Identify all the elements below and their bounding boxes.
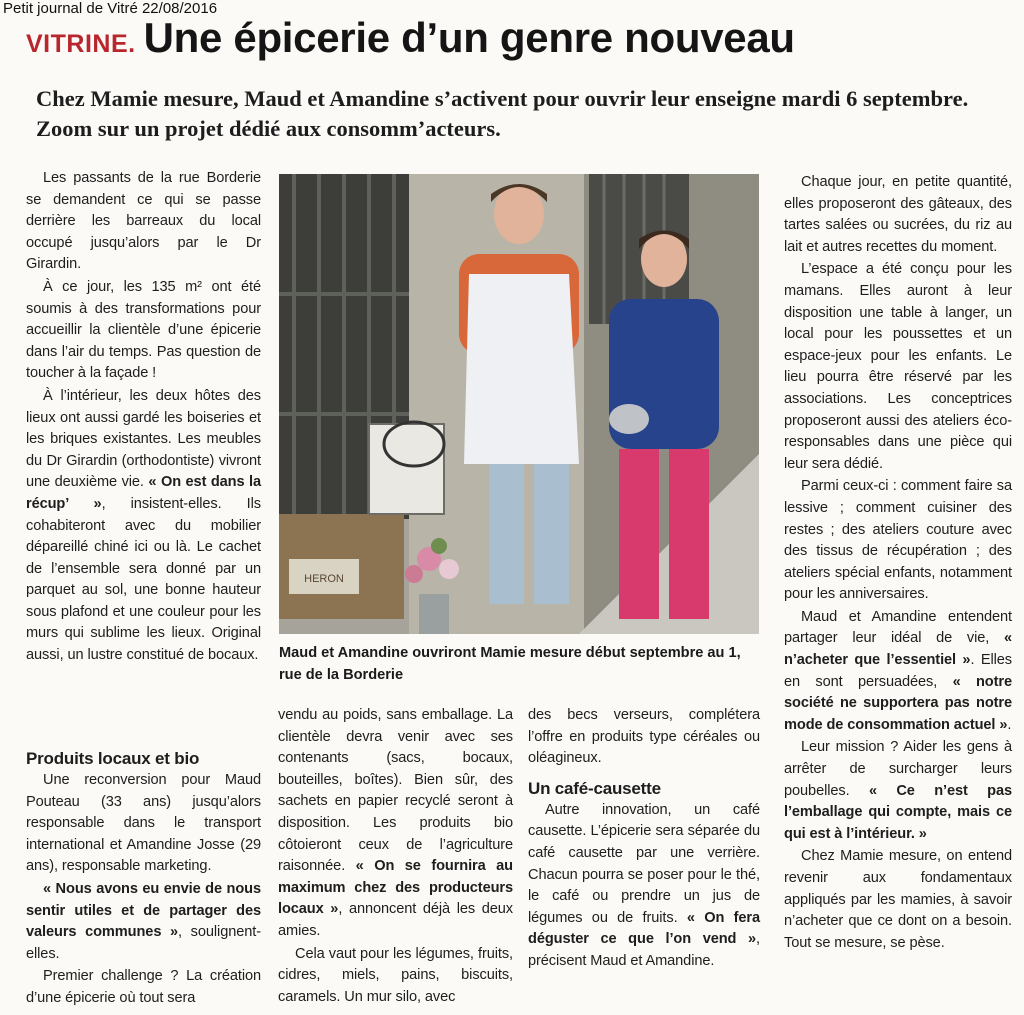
article-column-2 (278, 705, 513, 1008)
quote: « notre société ne supportera pas notre mode de consommation actuel » (784, 673, 1012, 733)
text-run: Autre innovation, un café causette. L’épicerie sera séparée du café causette par une verrière. Chacun pourra se poser pour le thé, le café ou prendre un jus de légumes ou de fruits. (528, 801, 760, 926)
text-run: , précisent Maud et Amandine. (528, 931, 760, 969)
paragraph (26, 386, 261, 667)
text-run: Leur mission ? Aider les gens à arrêter de surcharger leurs poubelles. (784, 739, 1012, 799)
paragraph: Premier challenge ? La création d’une épicerie où tout sera (26, 968, 261, 1006)
text-run: , soulignent-elles. (26, 924, 261, 962)
quote: « On fera déguster ce que l’on vend » (528, 909, 760, 948)
quote: « On se fournira au maximum chez des producteurs locaux » (278, 858, 513, 918)
headline (26, 14, 795, 62)
article-column-4 (784, 172, 1012, 954)
text-run: . (1007, 716, 1012, 733)
paragraph (784, 607, 1012, 737)
quote: « Ce n’est pas l’emballage qui compte, mais ce qui est à l’intérieur. » (784, 782, 1012, 842)
text-run: , insistent-elles. Ils cohabiteront avec du mobilier dépareillé chiné ici ou là. Le cachet de l’ensemble sera donné par un parquet au sol, une bonne hauteur sous plafond et une couleur pour les murs qui sublime les lieux. Original aussi, un lustre constitué de bocaux. (26, 495, 261, 664)
section-heading: Produits locaux et bio (26, 749, 200, 768)
paragraph: Une reconversion pour Maud Pouteau (33 ans) jusqu’alors responsable dans le transport international et Amandine Josse (29 ans), responsable marketing. (26, 772, 261, 875)
source-line: Petit journal de Vitré 22/08/2016 (3, 0, 218, 17)
paragraph: Les passants de la rue Borderie se demandent ce qui se passe derrière les barreaux du local occupé jusqu’alors par le Dr Girardin. (26, 170, 261, 273)
paragraph (528, 800, 760, 973)
crate-label: HERON (304, 573, 344, 585)
quote: « Nous avons eu envie de nous sentir utiles et de partager des valeurs communes » (26, 880, 261, 941)
paragraph: L’espace a été conçu pour les mamans. Elles auront à leur disposition une table à langer, un local pour les poussettes et un espace-jeux pour les enfants. Le lieu pourra être réservé par les associations. Les conceptrices proposeront aussi des ateliers éco-responsables dans une pièce qui leur sera dédié. (784, 261, 1012, 472)
paragraph: Cela vaut pour les légumes, fruits, cidres, miels, pains, biscuits, caramels. Un mur silo, avec (278, 945, 513, 1005)
photo-caption: Maud et Amandine ouvriront Mamie mesure début septembre au 1, rue de la Borderie (279, 645, 741, 683)
page-title: Une épicerie d’un genre nouveau (143, 14, 795, 61)
text-run: vendu au poids, sans emballage. La clientèle devra venir avec ses contenants (sacs, bocaux, bouteilles, boîtes). Bien sûr, des sachets en papier recyclé seront à disposition. Les produits bio côtoieront ceux de l’agriculture raisonnée. (278, 707, 513, 875)
text-run: , annoncent déjà les deux amies. (278, 901, 513, 939)
kicker: VITRINE. (26, 30, 136, 58)
text-run: Maud et Amandine entendent partager leur idéal de vie, (784, 608, 1012, 647)
paragraph: des becs verseurs, complétera l’offre en produits type céréales ou oléagineux. (528, 707, 760, 767)
paragraph: À ce jour, les 135 m² ont été soumis à des transformations pour accueillir la clientèle d’une épicerie dans l’air du temps. Pas question de toucher à la façade ! (26, 278, 261, 382)
text-run: À l’intérieur, les deux hôtes des lieux ont aussi gardé les boiseries et les briques existantes. Les meubles du Dr Girardin (orthodontiste) vivront une deuxième vie. (26, 387, 261, 491)
paragraph: Parmi ceux-ci : comment faire sa lessive ; comment cuisiner des restes ; des ateliers couture avec des tissus de récupération ; des ateliers spécial enfants, notamment pour les anniversaires. (784, 478, 1012, 603)
paragraph (278, 705, 513, 943)
photo-illustration (279, 174, 759, 634)
section-heading: Un café-causette (528, 778, 661, 798)
paragraph: Chaque jour, en petite quantité, elles proposeront des gâteaux, des tartes salées ou sucrées, du riz au lait et autres recettes du moment. (784, 174, 1012, 255)
text-run: . Elles en sont persuadées, (784, 652, 1012, 690)
article-column-1 (26, 168, 261, 667)
article-photo (279, 174, 759, 634)
quote: « n’acheter que l’essentiel » (784, 630, 1012, 669)
article-column-3 (528, 705, 760, 973)
quote: « On est dans la récup’ » (26, 474, 262, 512)
paragraph: Chez Mamie mesure, on entend revenir aux fondamentaux appliqués par les mamies, à savoir n’acheter que ce dont on a besoin. Tout se mesure, se pèse. (784, 848, 1012, 951)
paragraph (784, 737, 1012, 845)
standfirst: Chez Mamie mesure, Maud et Amandine s’activent pour ouvrir leur enseigne mardi 6 septembre. Zoom sur un projet dédié aux consomm’acteurs. (36, 86, 969, 141)
paragraph (26, 879, 261, 965)
article-column-1-bottom (26, 740, 261, 1010)
